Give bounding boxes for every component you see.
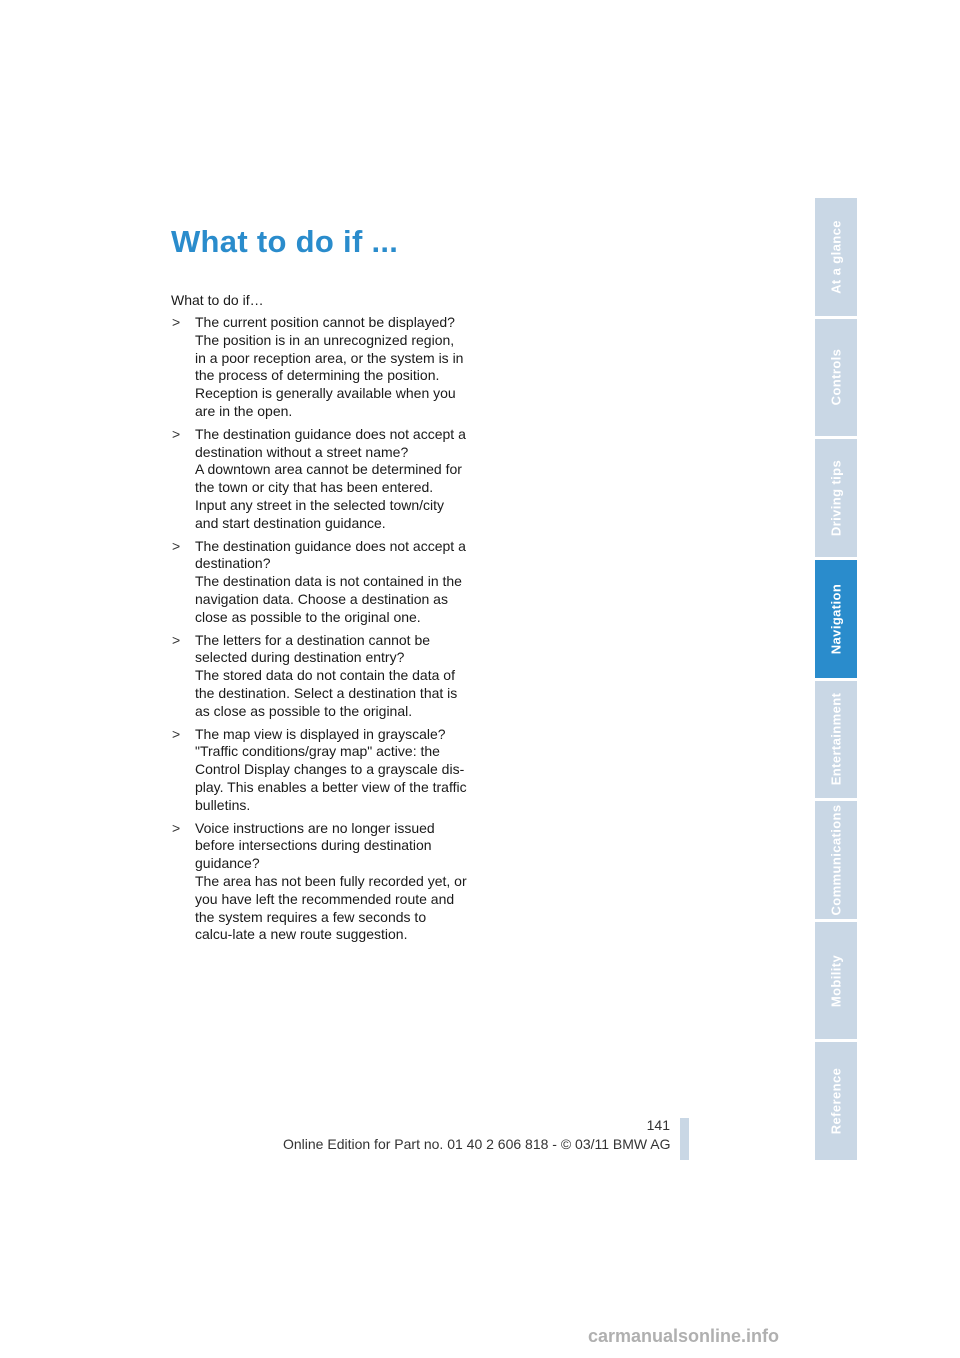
bullet-marker: > xyxy=(172,631,181,648)
bullet-marker: > xyxy=(172,537,181,554)
item-answer: The stored data do not contain the data of the destination. Select a destination that is as close as possible to the original. xyxy=(195,667,458,719)
troubleshooting-list xyxy=(171,314,467,949)
tab-label: Mobility xyxy=(828,954,844,1007)
item-answer: The destination data is not contained in the navigation data. Choose a destination as close as possible to the original one. xyxy=(195,573,462,625)
tab-entertainment[interactable] xyxy=(815,681,857,799)
chapter-tabs xyxy=(815,198,857,1160)
item-answer: A downtown area cannot be determined for the town or city that has been entered. Input any street in the selected town/city and start destination guidance. xyxy=(195,461,462,531)
item-answer: "Traffic conditions/gray map" active: the Control Display changes to a grayscale dis-play. This enables a better view of the traffic bulletins. xyxy=(195,743,467,813)
tab-label: Reference xyxy=(828,1067,844,1135)
tab-label: Entertainment xyxy=(828,693,844,786)
list-item xyxy=(171,538,467,627)
watermark: carmanualsonline.info xyxy=(588,1326,780,1346)
tab-label: Controls xyxy=(828,349,844,406)
tab-controls[interactable] xyxy=(815,319,857,437)
tab-label: Driving tips xyxy=(828,459,844,537)
tab-label: Navigation xyxy=(828,583,844,654)
item-answer: The area has not been fully recorded yet, or you have left the recommended route and the system requires a few seconds to calcu-late a new route suggestion. xyxy=(195,872,467,943)
list-item xyxy=(171,426,467,533)
item-question: The map view is displayed in grayscale? xyxy=(195,725,446,742)
item-question: Voice instructions are no longer issued before intersections during destination guidance? xyxy=(195,819,435,872)
tab-navigation[interactable] xyxy=(815,560,857,678)
item-question: The destination guidance does not accept a destination without a street name? xyxy=(195,425,466,460)
item-answer: The position is in an unrecognized region, in a poor reception area, or the system is in the process of determining the position. Reception is generally available when you are in the open. xyxy=(195,331,464,419)
tab-label: At a glance xyxy=(828,219,844,294)
list-item xyxy=(171,632,467,721)
item-question: The letters for a destination cannot be selected during destination entry? xyxy=(195,631,431,666)
bullet-marker: > xyxy=(172,314,181,330)
item-question: The current position cannot be displayed? xyxy=(195,314,455,330)
list-item xyxy=(171,820,467,945)
bullet-marker: > xyxy=(172,725,181,742)
list-item xyxy=(171,726,467,815)
bullet-marker: > xyxy=(172,425,181,442)
tab-communications[interactable] xyxy=(815,801,857,919)
list-item xyxy=(171,314,467,421)
bullet-marker: > xyxy=(172,819,181,836)
footer-edition: Online Edition for Part no. 01 40 2 606 818 - © 03/11 BMW AG xyxy=(283,1136,671,1152)
tab-driving-tips[interactable] xyxy=(815,439,857,557)
page-title: What to do if ... xyxy=(171,224,399,259)
intro-text: What to do if… xyxy=(171,292,264,308)
tab-mobility[interactable] xyxy=(815,922,857,1040)
page-number-bar xyxy=(680,1118,689,1160)
tab-at-a-glance[interactable] xyxy=(815,198,857,316)
page-number: 141 xyxy=(646,1117,670,1133)
tab-label: Communications xyxy=(828,804,844,916)
tab-reference[interactable] xyxy=(815,1042,857,1160)
item-question: The destination guidance does not accept a destination? xyxy=(195,537,466,572)
